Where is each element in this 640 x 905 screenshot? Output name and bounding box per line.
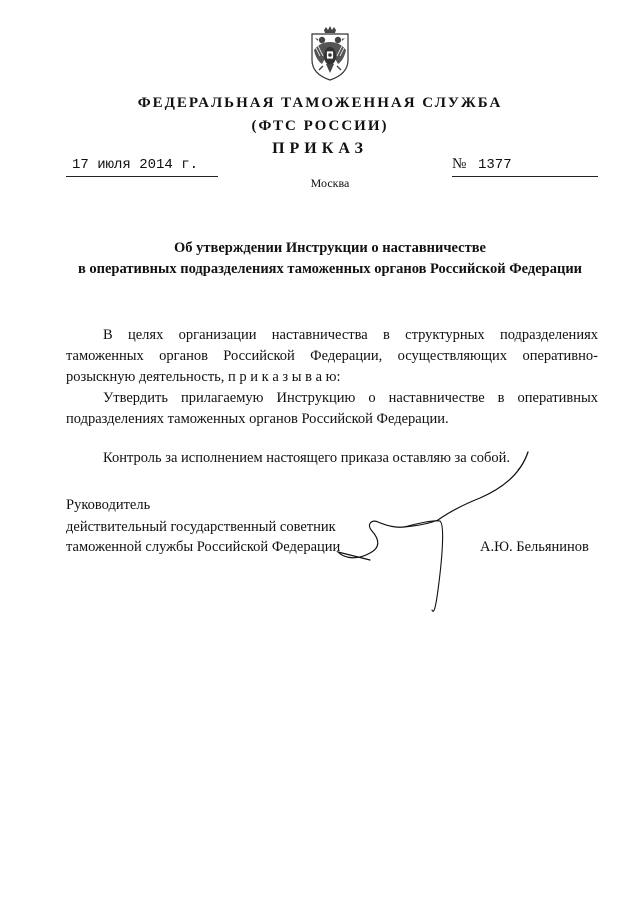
control-paragraph: Контроль за исполнением настоящего приказа оставляю за собой. [103,450,511,466]
approve-paragraph: Утвердить прилагаемую Инструкцию о наставничестве в оперативных подразделениях таможенных органов Российской Федерации. [66,390,598,427]
signatory-name: А.Ю. Бельянинов [480,539,589,555]
signatory-rank-line-2: таможенной службы Российской Федерации [66,539,341,555]
double-headed-eagle-emblem-icon [304,26,356,82]
number-sign: № [452,156,467,172]
document-type: ПРИКАЗ [272,140,368,157]
document-date: 17 июля 2014 г. [72,157,199,173]
agency-name: ФЕДЕРАЛЬНАЯ ТАМОЖЕННАЯ СЛУЖБА [137,95,503,111]
document-body [66,325,598,469]
signatory-rank-line-1: действительный государственный советник [66,519,336,535]
signatory-role: Руководитель [66,497,151,513]
intro-text: В целях организации наставничества в структурных подразделениях таможенных органов Российской Федерации, осуществляющих оперативно-розыскную деятельность, [66,327,598,385]
number-underline [452,158,598,177]
document-number: 1377 [478,157,512,173]
document-title-line-2: в оперативных подразделениях таможенных органов Российской Федерации [77,261,583,277]
intro-paragraph [66,325,598,388]
document-title-line-1: Об утверждении Инструкции о наставничестве [174,240,486,256]
city: Москва [310,176,350,190]
order-word: п р и к а з ы в а ю: [228,369,341,385]
agency-short-name: (ФТС РОССИИ) [251,118,389,134]
